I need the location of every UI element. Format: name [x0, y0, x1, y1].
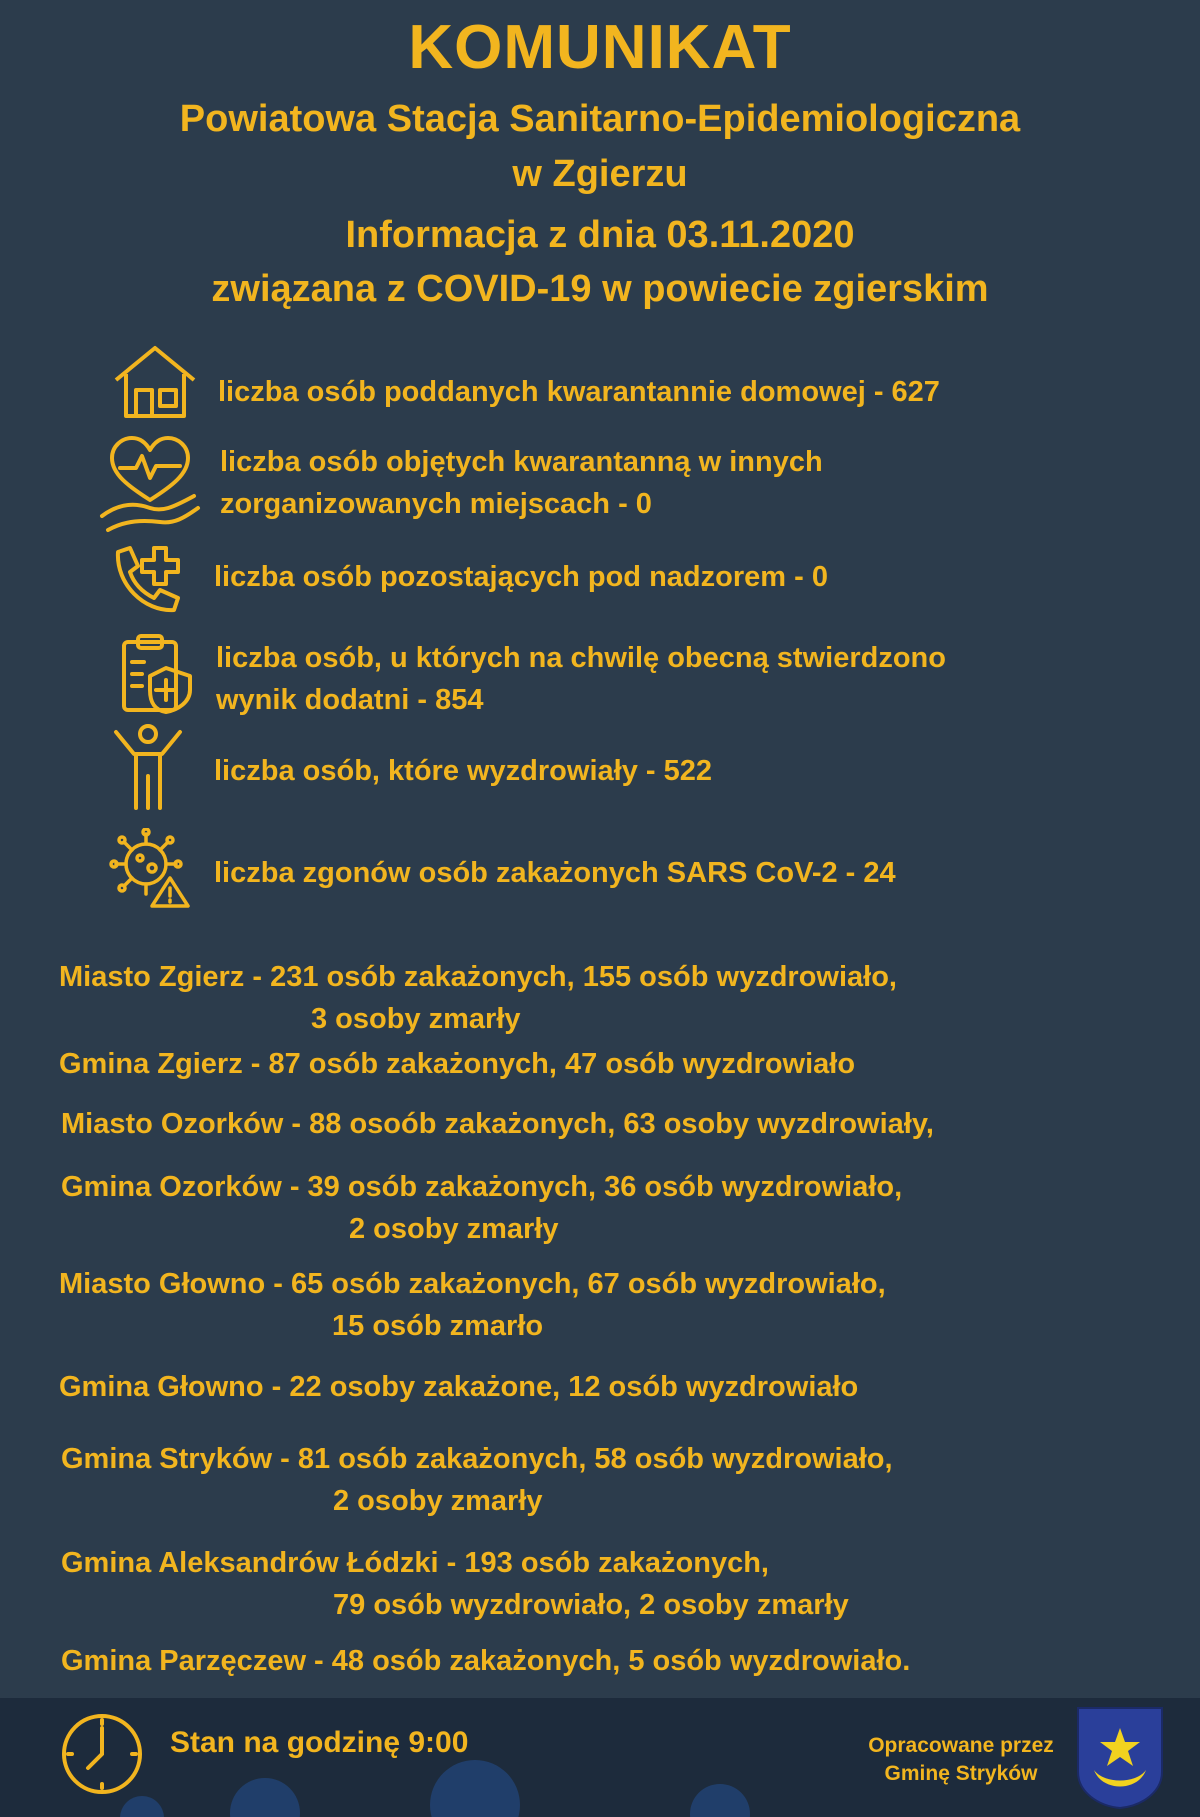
area-item-gmina-glowno [59, 1366, 858, 1408]
area-line: Gmina Ozorków - 39 osób zakażonych, 36 osób wyzdrowiało, [61, 1171, 903, 1203]
coat-of-arms-icon [1076, 1706, 1164, 1810]
stat-text: liczba osób, które wyzdrowiały - 522 [214, 755, 712, 787]
stat-supervision [214, 556, 828, 598]
stat-text: liczba osób pozostających pod nadzorem - 0 [214, 561, 828, 593]
area-line: Gmina Stryków - 81 osób zakażonych, 58 osób wyzdrowiało, [61, 1443, 893, 1475]
status-time: Stan na godzinę 9:00 [170, 1726, 469, 1759]
area-line-continued: 3 osoby zmarły [311, 1003, 521, 1035]
stat-text: liczba zgonów osób zakażonych SARS CoV-2 - 24 [214, 857, 896, 889]
clipboard-shield-icon [120, 632, 196, 714]
stat-positive [216, 637, 946, 721]
virus-warning-icon [108, 828, 192, 910]
stat-home-quarantine [218, 371, 940, 413]
stat-text: liczba osób poddanych kwarantannie domowej - 627 [218, 376, 940, 408]
stat-text-continued: wynik dodatni - 854 [216, 684, 484, 716]
page-title: KOMUNIKAT [408, 13, 792, 82]
clock-icon [60, 1712, 144, 1796]
phone-plus-icon [108, 544, 188, 616]
footer [0, 1698, 1200, 1817]
header-line-date: Informacja z dnia 03.11.2020 [345, 214, 855, 256]
area-line: Gmina Aleksandrów Łódzki - 193 osób zakażonych, [61, 1547, 769, 1579]
area-line-continued: 79 osób wyzdrowiało, 2 osoby zmarły [333, 1589, 849, 1621]
stat-recovered [214, 750, 712, 792]
house-icon [112, 344, 198, 420]
credit-line: Opracowane przez [868, 1734, 1054, 1757]
header-line-city: w Zgierzu [512, 153, 688, 195]
decorative-virus-shape [120, 1796, 164, 1817]
area-line-continued: 2 osoby zmarły [349, 1213, 559, 1245]
area-line: Miasto Zgierz - 231 osób zakażonych, 155 osób wyzdrowiało, [59, 961, 897, 993]
area-item-gmina-ozorkow [61, 1166, 902, 1250]
area-line: Gmina Zgierz - 87 osób zakażonych, 47 osób wyzdrowiało [59, 1048, 856, 1080]
area-item-miasto-zgierz [59, 956, 897, 1040]
person-raised-arms-icon [112, 724, 184, 812]
credit-line-continued: Gminę Stryków [884, 1762, 1038, 1785]
area-line-continued: 15 osób zmarło [332, 1310, 544, 1342]
area-line-continued: 2 osoby zmarły [333, 1485, 543, 1517]
decorative-virus-shape [430, 1760, 520, 1817]
area-line: Miasto Głowno - 65 osób zakażonych, 67 osób wyzdrowiało, [59, 1268, 886, 1300]
area-item-miasto-ozorkow [61, 1103, 934, 1145]
stat-text-continued: zorganizowanych miejscach - 0 [220, 488, 652, 520]
decorative-virus-shape [690, 1784, 750, 1817]
area-item-gmina-zgierz [59, 1043, 855, 1085]
area-item-gmina-parzeczew [61, 1640, 910, 1682]
decorative-virus-shape [230, 1778, 300, 1817]
area-line: Gmina Parzęczew - 48 osób zakażonych, 5 osób wyzdrowiało. [61, 1645, 911, 1677]
stat-text: liczba osób objętych kwarantanną w innych [220, 446, 823, 478]
header-line-topic: związana z COVID-19 w powiecie zgierskim [211, 268, 989, 310]
header-line-station: Powiatowa Stacja Sanitarno-Epidemiologiczna [179, 98, 1021, 140]
stat-text: liczba osób, u których na chwilę obecną stwierdzono [216, 642, 946, 674]
area-item-miasto-glowno [59, 1263, 886, 1347]
area-line: Gmina Głowno - 22 osoby zakażone, 12 osób wyzdrowiało [59, 1371, 859, 1403]
area-item-gmina-aleksandrow [61, 1542, 849, 1626]
heart-hand-icon [98, 434, 202, 534]
area-line: Miasto Ozorków - 88 osoób zakażonych, 63 osoby wyzdrowiały, [61, 1108, 934, 1140]
stat-deaths [214, 852, 896, 894]
stat-other-quarantine [220, 441, 823, 525]
area-item-gmina-strykow [61, 1438, 893, 1522]
